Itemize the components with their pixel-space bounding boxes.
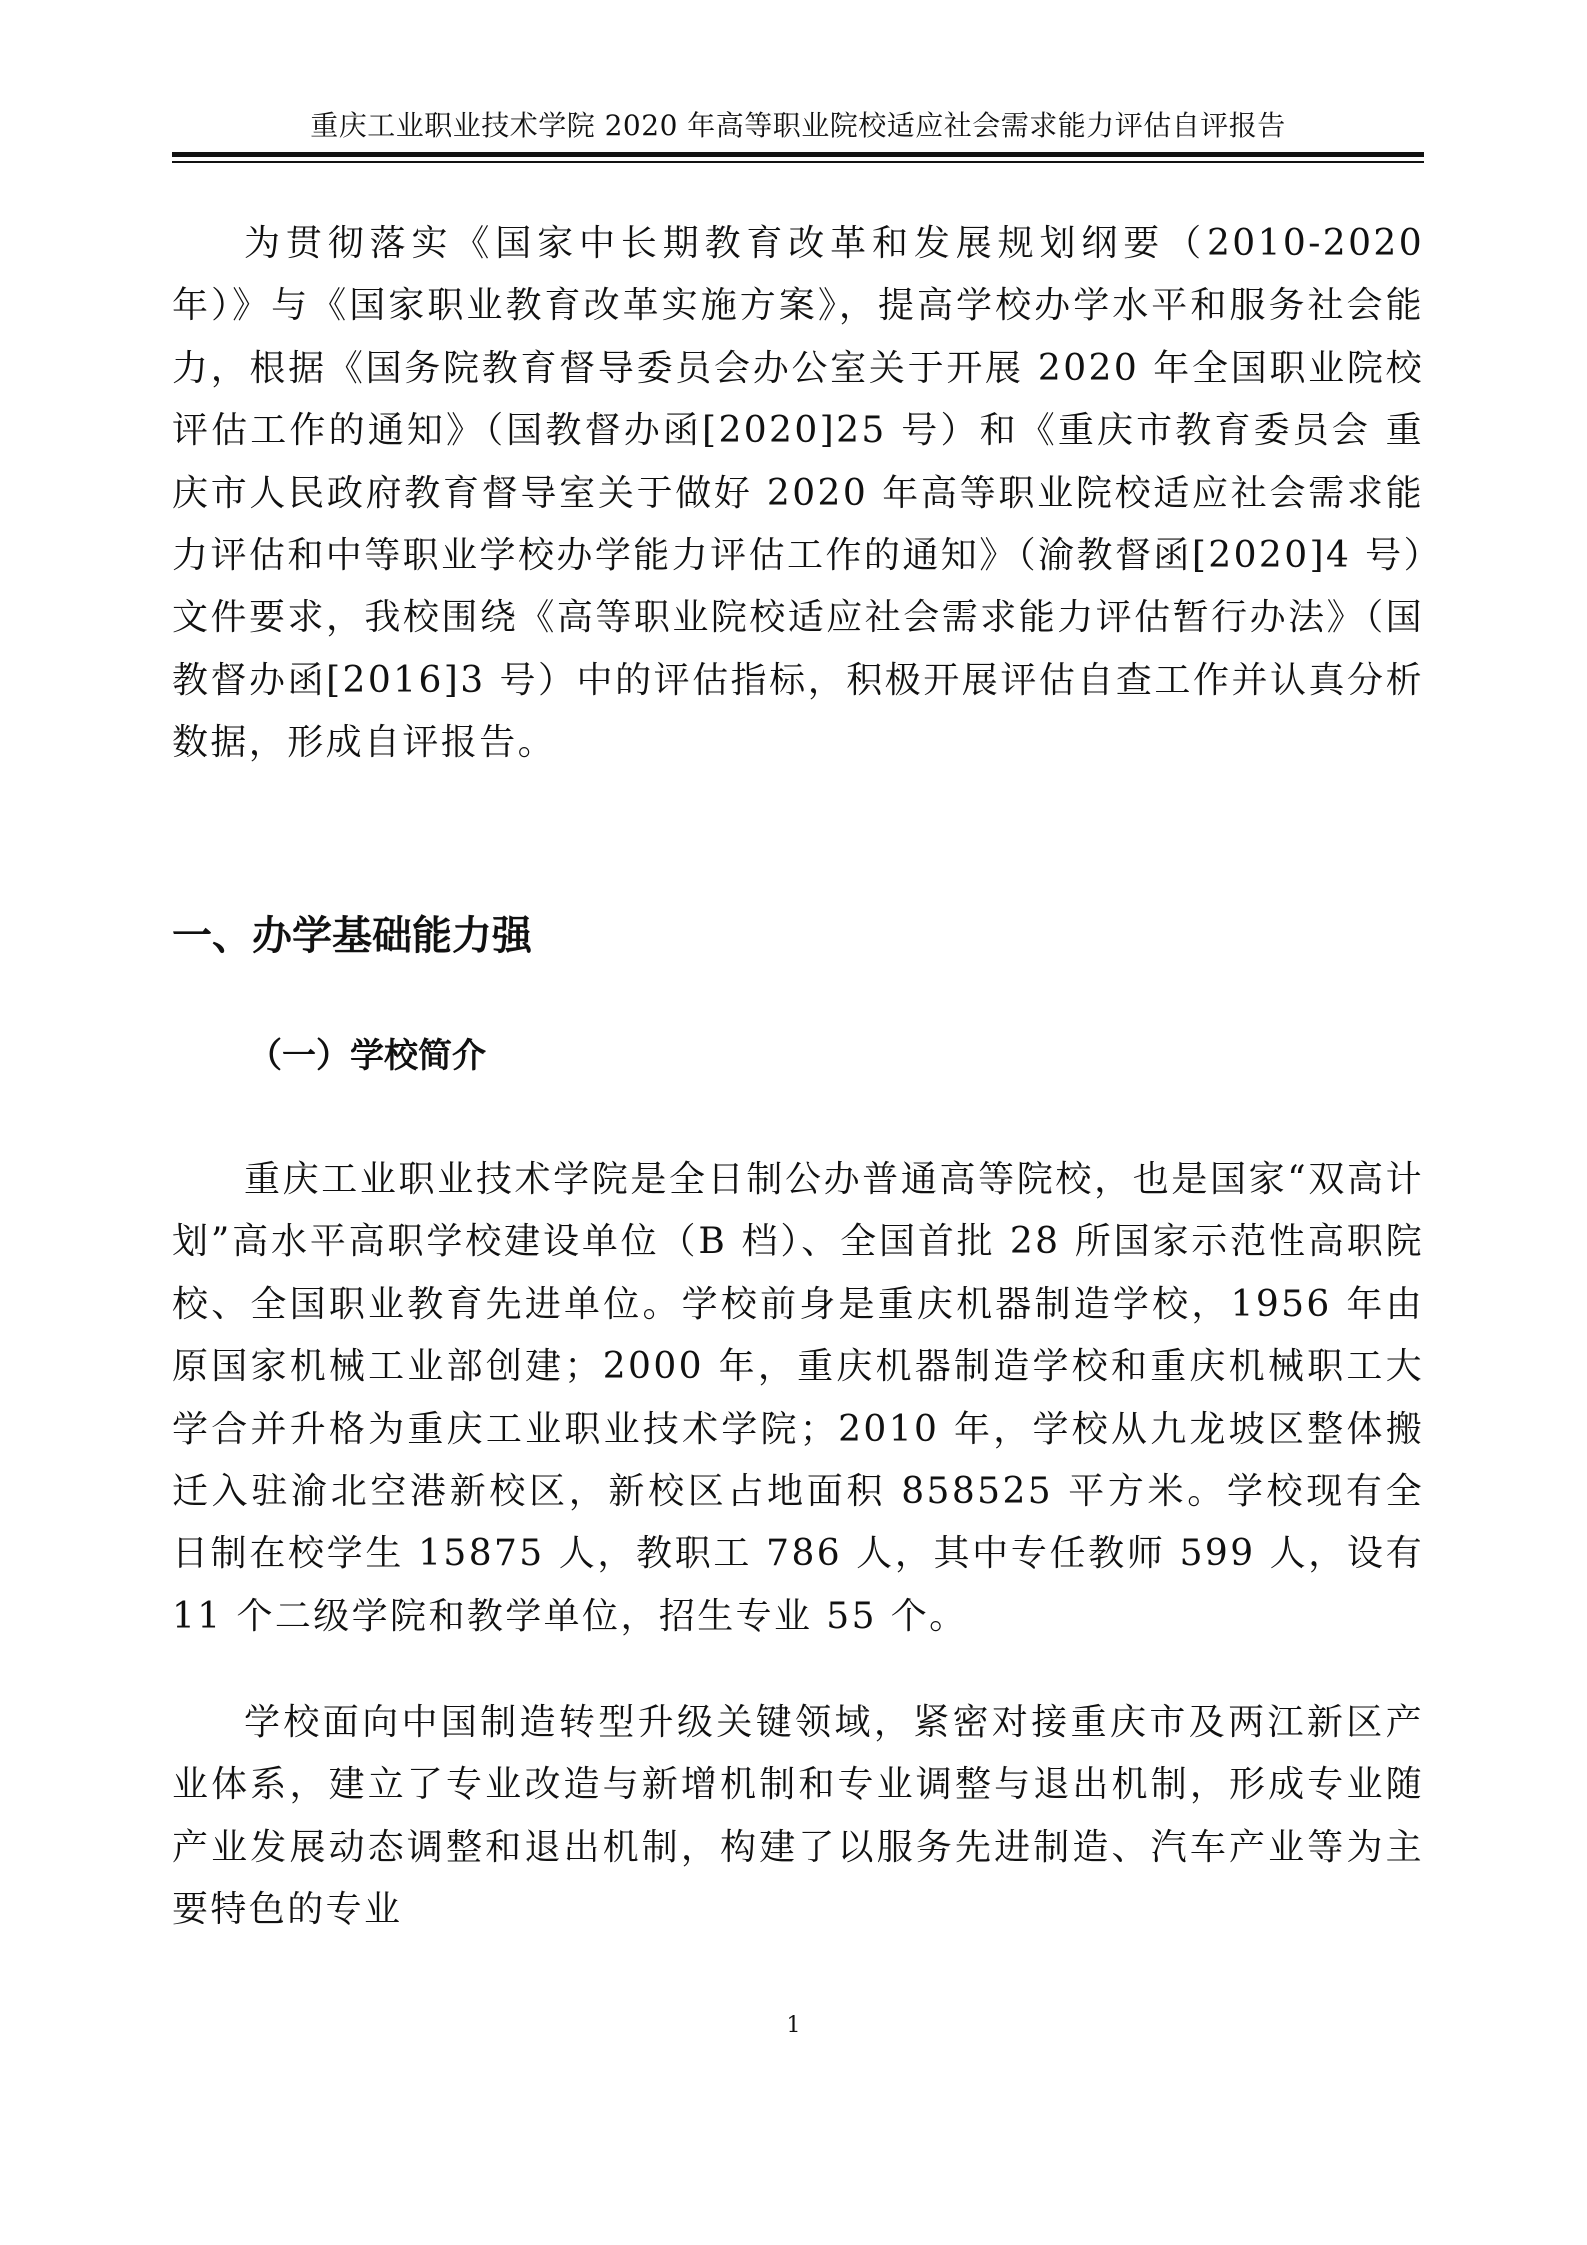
running-header: 重庆工业职业技术学院 2020 年高等职业院校适应社会需求能力评估自评报告 <box>310 109 1286 142</box>
section-heading: 一、办学基础能力强 <box>172 913 532 959</box>
subsection-heading: （一）学校简介 <box>248 1036 486 1076</box>
header-rule-thin <box>172 161 1424 163</box>
industry-paragraph: 学校面向中国制造转型升级关键领域，紧密对接重庆市及两江新区产业体系，建立了专业改造与新增机制和专业调整与退出机制，形成专业随产业发展动态调整和退出机制，构建了以服务先进制造、汽车产业等为主要特色的专业 <box>172 1702 1424 1931</box>
school-intro-paragraph: 重庆工业职业技术学院是全日制公办普通高等院校，也是国家“双高计划”高水平高职学校建设单位（B 档）、全国首批 28 所国家示范性高职院校、全国职业教育先进单位。学校前身是重庆机器制造学校，1956 年由原国家机械工业部创建；2000 年，重庆机器制造学校和重庆机械职工大学合并升格为重庆工业职业技术学院；2010 年，学校从九龙坡区整体搬迁入驻渝北空港新校区，新校区占地面积 858525 平方米。学校现有全日制在校学生 15875 人，教职工 786 人，其中专任教师 599 人，设有 11 个二级学院和教学单位，招生专业 55 个。 <box>172 1159 1424 1637</box>
intro-paragraph: 为贯彻落实《国家中长期教育改革和发展规划纲要（2010-2020 年）》与《国家职业教育改革实施方案》，提高学校办学水平和服务社会能力，根据《国务院教育督导委员会办公室关于开展 2020 年全国职业院校评估工作的通知》（国教督办函[2020]25 号）和《重庆市教育委员会 重庆市人民政府教育督导室关于做好 2020 年高等职业院校适应社会需求能力评估和中等职业学校办学能力评估工作的通知》（渝教督函[2020]4 号）文件要求，我校围绕《高等职业院校适应社会需求能力评估暂行办法》（国教督办函[2016]3 号）中的评估指标，积极开展评估自查工作并认真分析数据，形成自评报告。 <box>172 223 1424 764</box>
page-number: 1 <box>786 2013 801 2038</box>
header-rule-thick <box>172 152 1424 157</box>
